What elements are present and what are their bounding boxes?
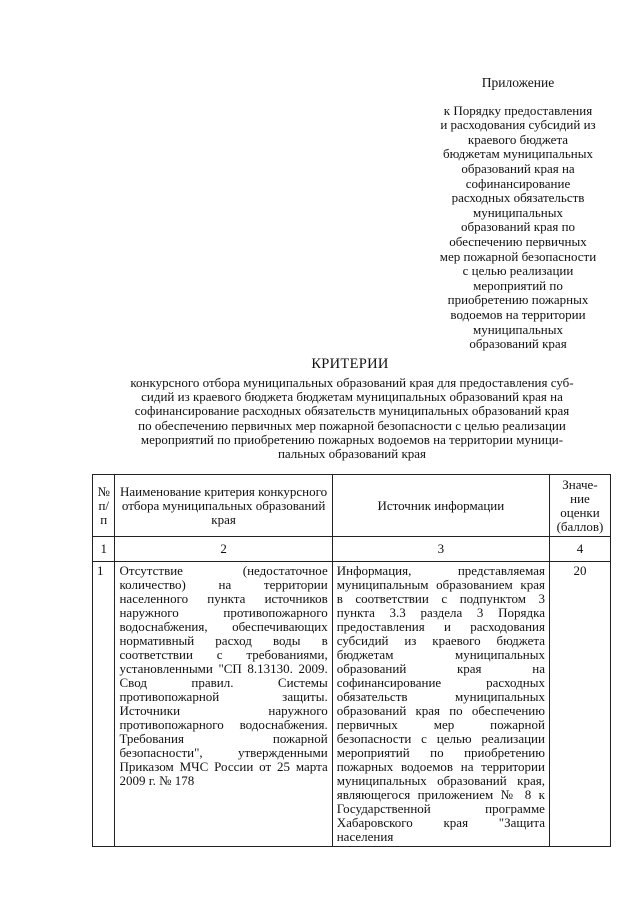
annex-block xyxy=(420,76,616,352)
annex-line: с целью реализации xyxy=(462,263,574,279)
header-num: № п/п xyxy=(93,475,115,537)
annex-line: мер пожарной безопасности xyxy=(439,248,597,264)
column-index: 3 xyxy=(332,537,549,562)
information-source: Информация, представляемая муниципальным образованием края в соответствии с подпунктом 3 пункта 3.3 раздела 3 Порядка предоставления и расходования субсидий из краевого бюджета бюджетам муниципальных образований края на софинансирование расходных обязательств муниципальных образований края по обеспечению первичных мер пожарной безопасности с целью реализации мероприятий по приобретению пожарных водоемов на территории муниципальных образований края, являющегося приложением № 8 к Государственной программе Хабаровского края "Защита населения xyxy=(332,562,549,847)
annex-line: бюджетам муниципальных xyxy=(443,146,593,162)
subtitle-line: софинансирование расходных обязательств муниципальных образований края xyxy=(134,403,570,419)
annex-line: водоемов на территории xyxy=(450,306,586,322)
annex-line: к Порядку предоставления xyxy=(443,102,593,118)
column-index: 2 xyxy=(115,537,332,562)
annex-line: расходных обязательств xyxy=(451,190,585,206)
annex-line: приобретению пожарных xyxy=(447,292,589,308)
annex-line: и расходования субсидий из xyxy=(440,117,596,133)
annex-line: образований края на xyxy=(461,160,575,176)
criteria-table xyxy=(92,474,611,847)
document-subtitle xyxy=(92,376,612,461)
score-value: 20 xyxy=(549,562,610,847)
annex-line: образований края по xyxy=(460,219,576,235)
header-information-source: Источник информации xyxy=(332,475,549,537)
column-index: 1 xyxy=(93,537,115,562)
header-criterion-name: Наименование критерия конкурсного отбора муниципальных образований края xyxy=(115,475,332,537)
subtitle-line: мероприятий по приобретению пожарных водоемов на территории муници- xyxy=(140,431,564,447)
subtitle-line: пальных образований края xyxy=(277,446,427,462)
annex-line: муниципальных xyxy=(472,204,563,220)
header-score: Значе- ние оценки (баллов) xyxy=(549,475,610,537)
annex-line: мероприятий по xyxy=(473,277,563,293)
annex-line: софинансирование xyxy=(465,175,571,191)
annex-line: обеспечению первичных xyxy=(449,233,587,249)
annex-line: муниципальных xyxy=(472,321,563,337)
column-index-row xyxy=(93,537,611,562)
subtitle-line: сидий из краевого бюджета бюджетам муниципальных образований края на xyxy=(141,389,563,405)
annex-title: Приложение xyxy=(481,75,555,90)
annex-line: образований края xyxy=(469,336,567,352)
table-header-row xyxy=(93,475,611,537)
subtitle-line: по обеспечению первичных мер пожарной безопасности с целью реализации xyxy=(138,417,566,433)
column-index: 4 xyxy=(549,537,610,562)
criterion-name: Отсутствие (недостаточное количество) на территории населенного пункта источников наружного противопожарного водоснабжения, обеспечивающих нормативный расход воды в соответствии с требованиями, установленными "СП 8.13130. 2009. Свод правил. Системы противопожарной защиты. Источники наружного противопожарного водоснабжения. Требования пожарной безопасности", утвержденными Приказом МЧС России от 25 марта 2009 г. № 178 xyxy=(115,562,332,847)
annex-line: краевого бюджета xyxy=(467,131,569,147)
table-row xyxy=(93,562,611,847)
document-title: КРИТЕРИИ xyxy=(311,356,389,372)
subtitle-line: конкурсного отбора муниципальных образований края для предоставления суб- xyxy=(130,375,574,390)
row-number: 1 xyxy=(93,562,115,847)
